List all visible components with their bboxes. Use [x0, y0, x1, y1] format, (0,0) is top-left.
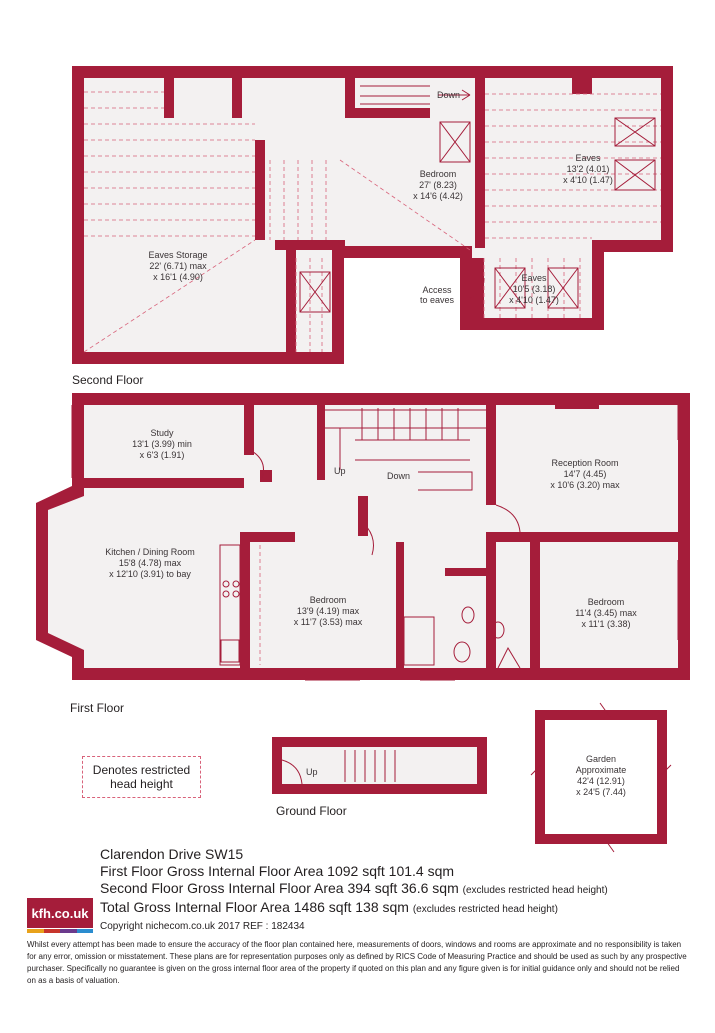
stairs-down-first: Down — [387, 471, 411, 481]
room-dim2-kitchen: x 12'10 (3.91) to bay — [109, 569, 191, 579]
legend-line1: Denotes restricted — [92, 763, 191, 777]
second-floor-area: Second Floor Gross Internal Floor Area 394 sqft 36.6 sqm — [100, 880, 459, 896]
room-dim1-bedroom-mid: 13'9 (4.19) max — [296, 606, 360, 616]
total-note: (excludes restricted head height) — [412, 904, 558, 915]
stairs-down-second: Down — [437, 90, 461, 100]
room-dim2-bedroom-mid: x 11'7 (3.53) max — [293, 617, 363, 627]
logo-bar-purple — [60, 929, 77, 933]
garden-dim2: x 24'5 (7.44) — [576, 787, 626, 797]
room-name-kitchen: Kitchen / Dining Room — [105, 547, 195, 557]
room-dim2-bedroom-top: x 14'6 (4.42) — [413, 191, 463, 201]
garden-approx: Approximate — [575, 765, 627, 775]
room-dim2-bedroom-right: x 11'1 (3.38) — [581, 619, 631, 629]
room-dim1-eaves-storage: 22' (6.71) max — [149, 261, 207, 271]
total-area-row — [100, 899, 700, 918]
copyright: Copyright nichecom.co.uk 2017 REF : 182434 — [100, 921, 305, 932]
room-dim1-bedroom-top: 27' (8.23) — [419, 180, 457, 190]
first-floor-label: First Floor — [70, 701, 124, 715]
second-floor-plan — [72, 66, 673, 364]
stairs-up-first: Up — [334, 466, 346, 476]
area-summary — [100, 846, 700, 935]
room-dim2-eaves-storage: x 16'1 (4.90) — [153, 272, 203, 282]
logo-bar-orange — [27, 929, 44, 933]
ground-floor-plan — [272, 737, 487, 794]
disclaimer-text: Whilst every attempt has been made to ensure the accuracy of the floor plan contained here, measurements of doors, windows and rooms are approximate and no responsibility is taken for any error, omission or misstatement. These plans are for representation purposes only as defined by RICS Code of Measuring Practice and should be used as such by any prospective purchaser. Specifically no guarantee is given on the gross internal floor area of the property if quoted on this plan and any figure given is for initial guidance only and should not be relied on as a basis of valuation. — [27, 940, 687, 985]
kfh-logo: kfh.co.uk — [27, 898, 93, 928]
room-dim2-eaves-small: x 4'10 (1.47) — [509, 295, 559, 305]
room-dim1-eaves-small: 10'5 (3.18) — [512, 284, 556, 294]
room-name-bedroom-mid: Bedroom — [309, 595, 347, 605]
room-dim1-study: 13'1 (3.99) min — [132, 439, 192, 449]
second-floor-area-row — [100, 880, 700, 899]
room-name-eaves-small: Eaves — [521, 273, 547, 283]
room-name-bedroom-top: Bedroom — [419, 169, 457, 179]
room-name-eaves-storage: Eaves Storage — [148, 250, 208, 260]
logo-color-bars — [27, 929, 93, 933]
room-dim1-eaves-right: 13'2 (4.01) — [566, 164, 610, 174]
room-name-eaves-right: Eaves — [575, 153, 601, 163]
room-name-reception: Reception Room — [551, 458, 619, 468]
second-floor-note: (excludes restricted head height) — [462, 885, 608, 896]
room-dim2-eaves-right: x 4'10 (1.47) — [563, 175, 613, 185]
access-label-line2: to eaves — [419, 295, 455, 305]
room-dim1-bedroom-right: 11'4 (3.45) max — [575, 608, 637, 618]
first-floor-plan — [36, 393, 690, 680]
room-dim2-reception: x 10'6 (3.20) max — [550, 480, 620, 490]
first-floor-area: First Floor Gross Internal Floor Area 1092 sqft 101.4 sqm — [100, 863, 455, 879]
room-dim1-reception: 14'7 (4.45) — [563, 469, 607, 479]
property-address: Clarendon Drive SW15 — [100, 846, 244, 862]
logo-bar-blue — [77, 929, 94, 933]
second-floor-label: Second Floor — [72, 373, 144, 387]
legend-line2: head height — [110, 777, 173, 791]
total-area: Total Gross Internal Floor Area 1486 sqft 138 sqm — [100, 899, 409, 915]
restricted-head-height-legend — [82, 756, 201, 798]
access-label-line1: Access — [422, 285, 452, 295]
room-name-bedroom-right: Bedroom — [587, 597, 625, 607]
room-name-study: Study — [150, 428, 174, 438]
ground-floor-label: Ground Floor — [276, 804, 347, 818]
logo-bar-red — [44, 929, 61, 933]
room-dim1-kitchen: 15'8 (4.78) max — [118, 558, 182, 568]
stairs-up-ground: Up — [306, 767, 318, 777]
garden-dim1: 42'4 (12.91) — [577, 776, 625, 786]
room-dim2-study: x 6'3 (1.91) — [139, 450, 185, 460]
garden-name: Garden — [585, 754, 617, 764]
